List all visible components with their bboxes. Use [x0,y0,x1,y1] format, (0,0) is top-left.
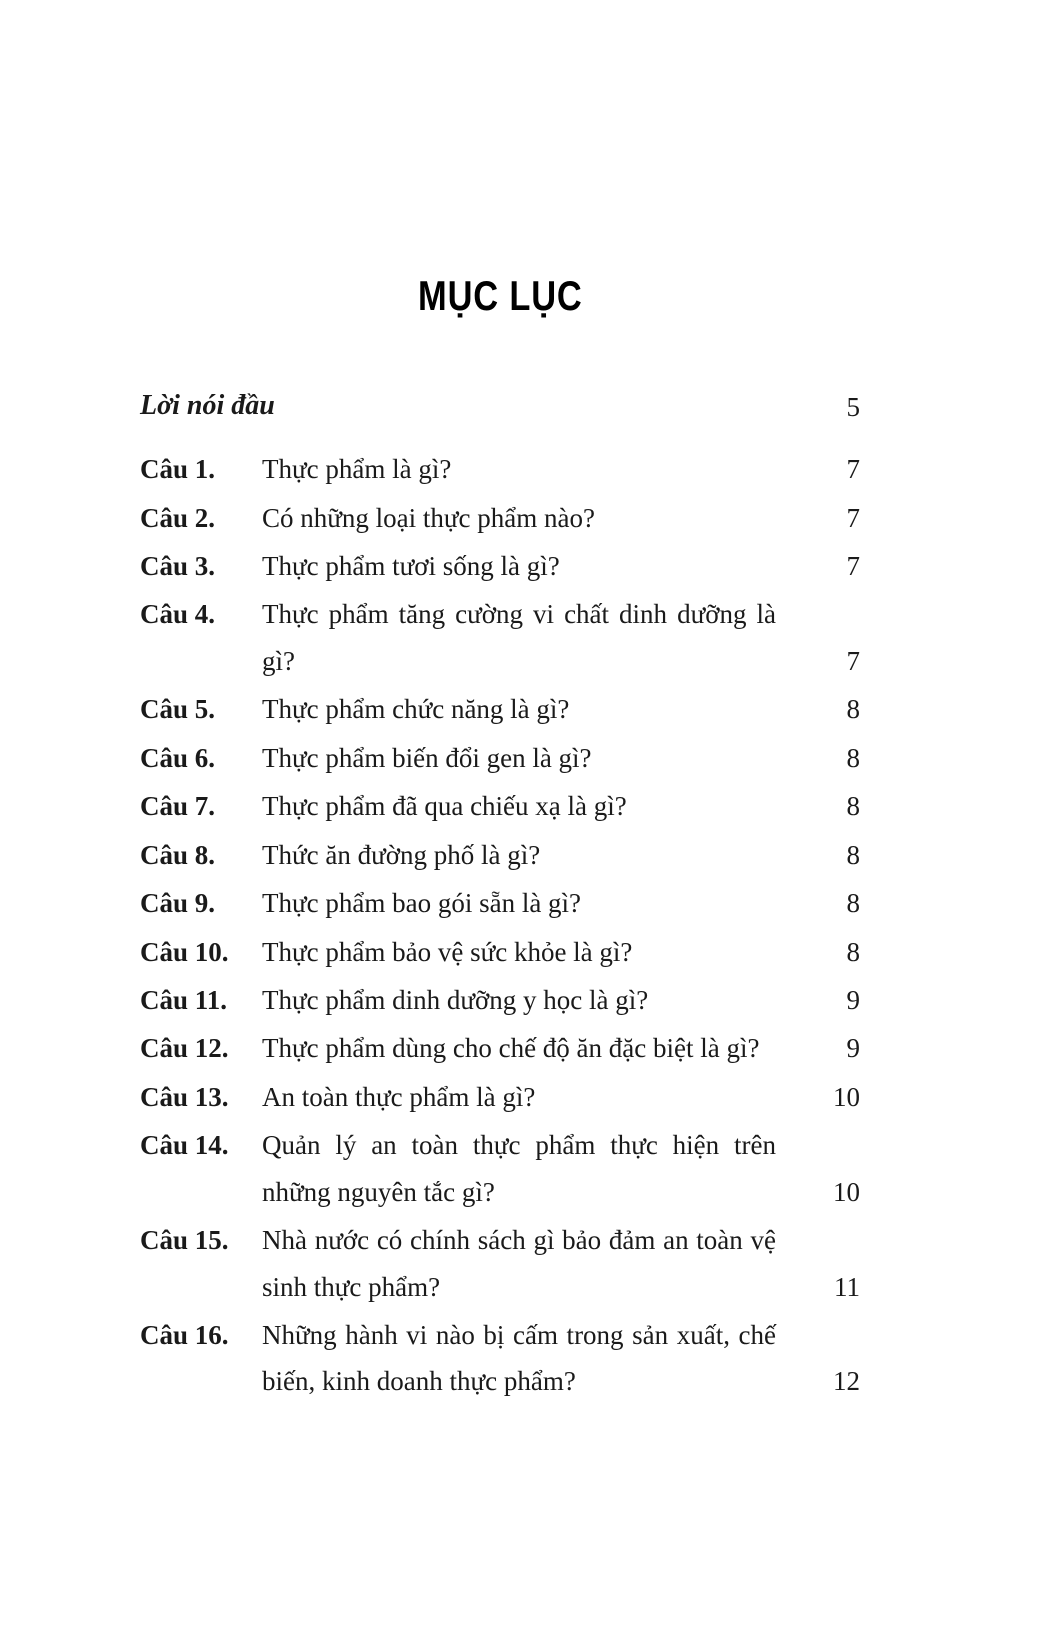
toc-entry [140,1312,860,1405]
toc-entry-label: Câu 15. [140,1225,229,1256]
toc-entry-title: Thực phẩm chức năng là gì? [262,694,570,725]
toc-entry-title: Thực phẩm dinh dưỡng y học là gì? [262,984,649,1015]
toc-entry-label: Câu 16. [140,1320,229,1351]
toc-entry [140,543,860,589]
toc-entry-label: Câu 8. [140,839,216,870]
toc-entry [140,1217,860,1310]
toc-entry-page: 8 [846,839,860,870]
toc-entry [140,977,860,1023]
toc-entry-title: Thực phẩm bao gói sẵn là gì? [262,888,582,919]
toc-entry-title: Thực phẩm tăng cường vi chất dinh dưỡng là gì? [262,599,776,676]
toc-entry-title: Quản lý an toàn thực phẩm thực hiện trên những nguyên tắc gì? [262,1130,776,1207]
toc-preface-page: 5 [846,391,860,422]
toc-entry-page: 8 [846,791,860,822]
toc-entry-page: 10 [833,1176,860,1207]
toc-entry [140,1074,860,1120]
toc-entry-title: Thực phẩm biến đổi gen là gì? [262,742,592,773]
toc-entry-label: Câu 4. [140,599,216,630]
toc-entry [140,495,860,541]
toc-entry [140,929,860,975]
toc-entry-title: Thực phẩm dùng cho chế độ ăn đặc biệt là gì? [262,1033,760,1064]
toc-entry-label: Câu 1. [140,454,216,485]
toc-entry [140,686,860,732]
toc-entry-label: Câu 5. [140,694,216,725]
toc-entry-title: Nhà nước có chính sách gì bảo đảm an toàn vệ sinh thực phẩm? [262,1225,776,1302]
toc-entry [140,446,860,492]
toc-entry-title: Những hành vi nào bị cấm trong sản xuất, chế biến, kinh doanh thực phẩm? [262,1320,776,1397]
toc-entry-page: 7 [846,551,860,582]
toc-entry [140,783,860,829]
toc-entry-title: Thực phẩm là gì? [262,454,452,485]
toc-entry-label: Câu 13. [140,1081,229,1112]
toc-entry-title: An toàn thực phẩm là gì? [262,1081,536,1112]
toc-preface-row [140,382,860,430]
toc-entry-page: 7 [846,454,860,485]
toc-entry-page: 8 [846,694,860,725]
toc-entry-page: 9 [846,1033,860,1064]
toc-entry [140,1122,860,1215]
toc-entry-page: 8 [846,936,860,967]
toc-entry-page: 12 [833,1366,860,1397]
toc-entry-title: Thức ăn đường phố là gì? [262,839,541,870]
page-title [140,272,860,320]
toc-entry-page: 9 [846,984,860,1015]
toc-entry-page: 7 [846,645,860,676]
toc-entry-page: 7 [846,502,860,533]
toc-entry-page: 8 [846,888,860,919]
toc-entry [140,735,860,781]
toc-entry-title: Có những loại thực phẩm nào? [262,502,595,533]
toc-entry-page: 11 [834,1271,860,1302]
toc-entry-page: 10 [833,1081,860,1112]
toc-preface-label: Lời nói đầu [140,390,275,421]
toc-entry [140,832,860,878]
toc-entry-label: Câu 14. [140,1130,229,1161]
toc-entry-label: Câu 3. [140,551,216,582]
toc-entry-label: Câu 7. [140,791,216,822]
page-title-text: MỤC LỤC [417,272,583,319]
toc-entry-label: Câu 9. [140,888,216,919]
toc-entry [140,1025,860,1071]
toc-entry [140,591,860,684]
toc-entry-title: Thực phẩm tươi sống là gì? [262,551,560,582]
toc-entry-title: Thực phẩm đã qua chiếu xạ là gì? [262,791,627,822]
toc-list [140,382,860,1405]
toc-entry-label: Câu 11. [140,984,228,1015]
toc-entry-label: Câu 2. [140,502,216,533]
toc-entry-title: Thực phẩm bảo vệ sức khỏe là gì? [262,936,633,967]
toc-entry-label: Câu 6. [140,742,216,773]
toc-entry-label: Câu 12. [140,1033,229,1064]
toc-entry-page: 8 [846,742,860,773]
toc-entry-label: Câu 10. [140,936,229,967]
toc-entry [140,880,860,926]
